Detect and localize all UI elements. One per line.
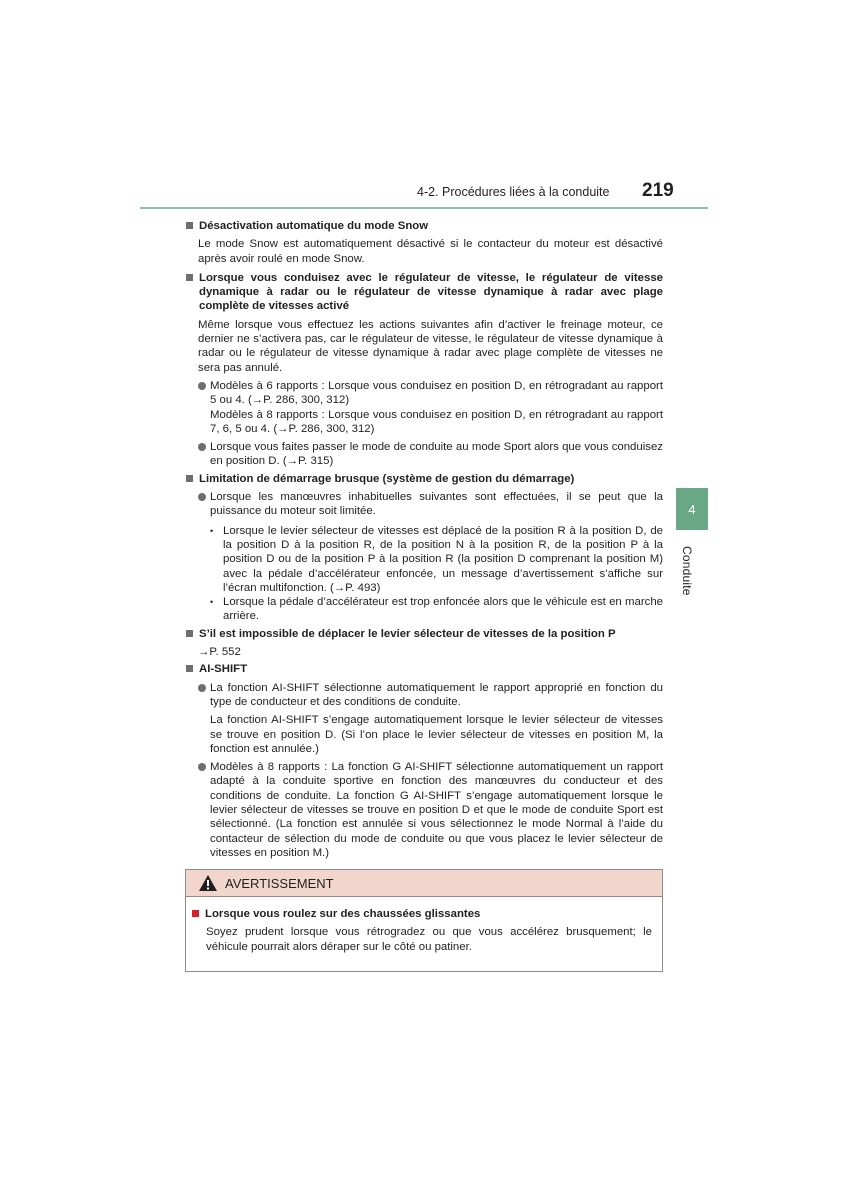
section-heading: AI-SHIFT (185, 662, 663, 676)
warning-title: AVERTISSEMENT (225, 875, 334, 891)
page-reference: →P. 552 (198, 646, 241, 659)
warning-box (185, 869, 663, 972)
square-bullet-icon (186, 475, 193, 482)
section-title: 4-2. Procédures liées à la conduite (417, 185, 610, 199)
square-bullet-icon (186, 222, 193, 229)
chapter-label: Conduite (680, 546, 694, 596)
square-bullet-icon (186, 665, 193, 672)
chapter-tab (676, 488, 708, 530)
warning-heading: Lorsque vous roulez sur des chaussées glissantes (191, 907, 652, 922)
round-bullet-icon (198, 443, 206, 451)
paragraph: Le mode Snow est automatiquement désactivé si le contacteur du moteur est désactivé après avoir roulé en mode Snow. (198, 238, 663, 265)
chapter-number: 4 (688, 501, 696, 517)
sub-list-item: • Lorsque le levier sélecteur de vitesses est déplacé de la position R à la position D, de la position D à la position R, de la position N à la position R, de la position P à la position D ou de la position P à la position R (la position D comprenant la position M) avec la pédale d’accélérateur enfoncée, un message d’avertissement s’affiche sur l’écran multifonction. (→P. 493) (210, 524, 663, 594)
small-bullet-icon: • (210, 525, 214, 536)
small-bullet-icon: • (210, 597, 214, 608)
section-heading: S’il est impossible de déplacer le levier sélecteur de vitesses de la position P (185, 627, 663, 641)
list-item: Lorsque les manœuvres inhabituelles suivantes sont effectuées, il se peut que la puissance du moteur soit limitée. (198, 490, 663, 519)
round-bullet-icon (198, 763, 206, 771)
red-square-bullet-icon (192, 910, 199, 917)
section-heading: Limitation de démarrage brusque (système de gestion du démarrage) (185, 472, 663, 486)
section-heading: Désactivation automatique du mode Snow (185, 219, 663, 233)
square-bullet-icon (186, 630, 193, 637)
list-item: Modèles à 8 rapports : La fonction G AI-SHIFT sélectionne automatiquement un rapport adapté à la conduite sportive en fonction des manœuvres du conducteur et des conditions de conduite. La fonction G AI-SHIFT s’engage automatiquement lorsque le levier sélecteur de vitesses se trouve en position D et que le mode de conduite Sport est sélectionné. (La fonction est annulée si vous sélectionnez le mode Normal à l’aide du contacteur de sélection du mode de conduite ou que vous placez le levier sélecteur de vitesses en position M.) (198, 760, 663, 860)
warning-header (186, 870, 662, 897)
warning-triangle-icon (198, 874, 218, 892)
list-item: Modèles à 6 rapports : Lorsque vous conduisez en position D, en rétrogradant au rapport 5 ou 4. (→P. 286, 300, 312) Modèles à 8 rapports : Lorsque vous conduisez en position D, en rétrogradant au rapport 7, 6, 5 ou 4. (→P. 286, 300, 312) (198, 379, 663, 436)
round-bullet-icon (198, 684, 206, 692)
sub-list-item: • Lorsque la pédale d’accélérateur est trop enfoncée alors que le véhicule est en marche arrière. (210, 596, 663, 623)
warning-text: Soyez prudent lorsque vous rétrogradez ou que vous accélérez brusquement; le véhicule pourrait alors déraper sur le côté ou patiner. (206, 926, 652, 953)
round-bullet-icon (198, 382, 206, 390)
section-heading: Lorsque vous conduisez avec le régulateur de vitesse, le régulateur de vitesse dynamique à radar ou le régulateur de vitesse dynamique à radar avec plage complète de vitesses activé (185, 271, 663, 314)
warning-content (186, 897, 662, 955)
page-number: 219 (642, 180, 674, 201)
list-item: La fonction AI-SHIFT sélectionne automatiquement le rapport approprié en fonction du type de conducteur et des conditions de conduite. La fonction AI-SHIFT s’engage automatiquement lorsque le levier sélecteur de vitesses se trouve en position D. (Si l’on place le levier sélecteur de vitesses en position M, la fonction est annulée.) (198, 681, 663, 756)
list-item: Lorsque vous faites passer le mode de conduite au mode Sport alors que vous conduisez en position D. (→P. 315) (198, 440, 663, 469)
round-bullet-icon (198, 493, 206, 501)
header-divider (140, 207, 708, 209)
paragraph: Même lorsque vous effectuez les actions suivantes afin d’activer le freinage moteur, ce dernier ne s’activera pas, car le régulateur de vitesse, le régulateur de vitesse dynamique à radar ou le régulateur de vitesse dynamique à radar avec plage complète de vitesses ne sera pas annulé. (198, 318, 663, 374)
page-content (185, 216, 663, 860)
square-bullet-icon (186, 274, 193, 281)
